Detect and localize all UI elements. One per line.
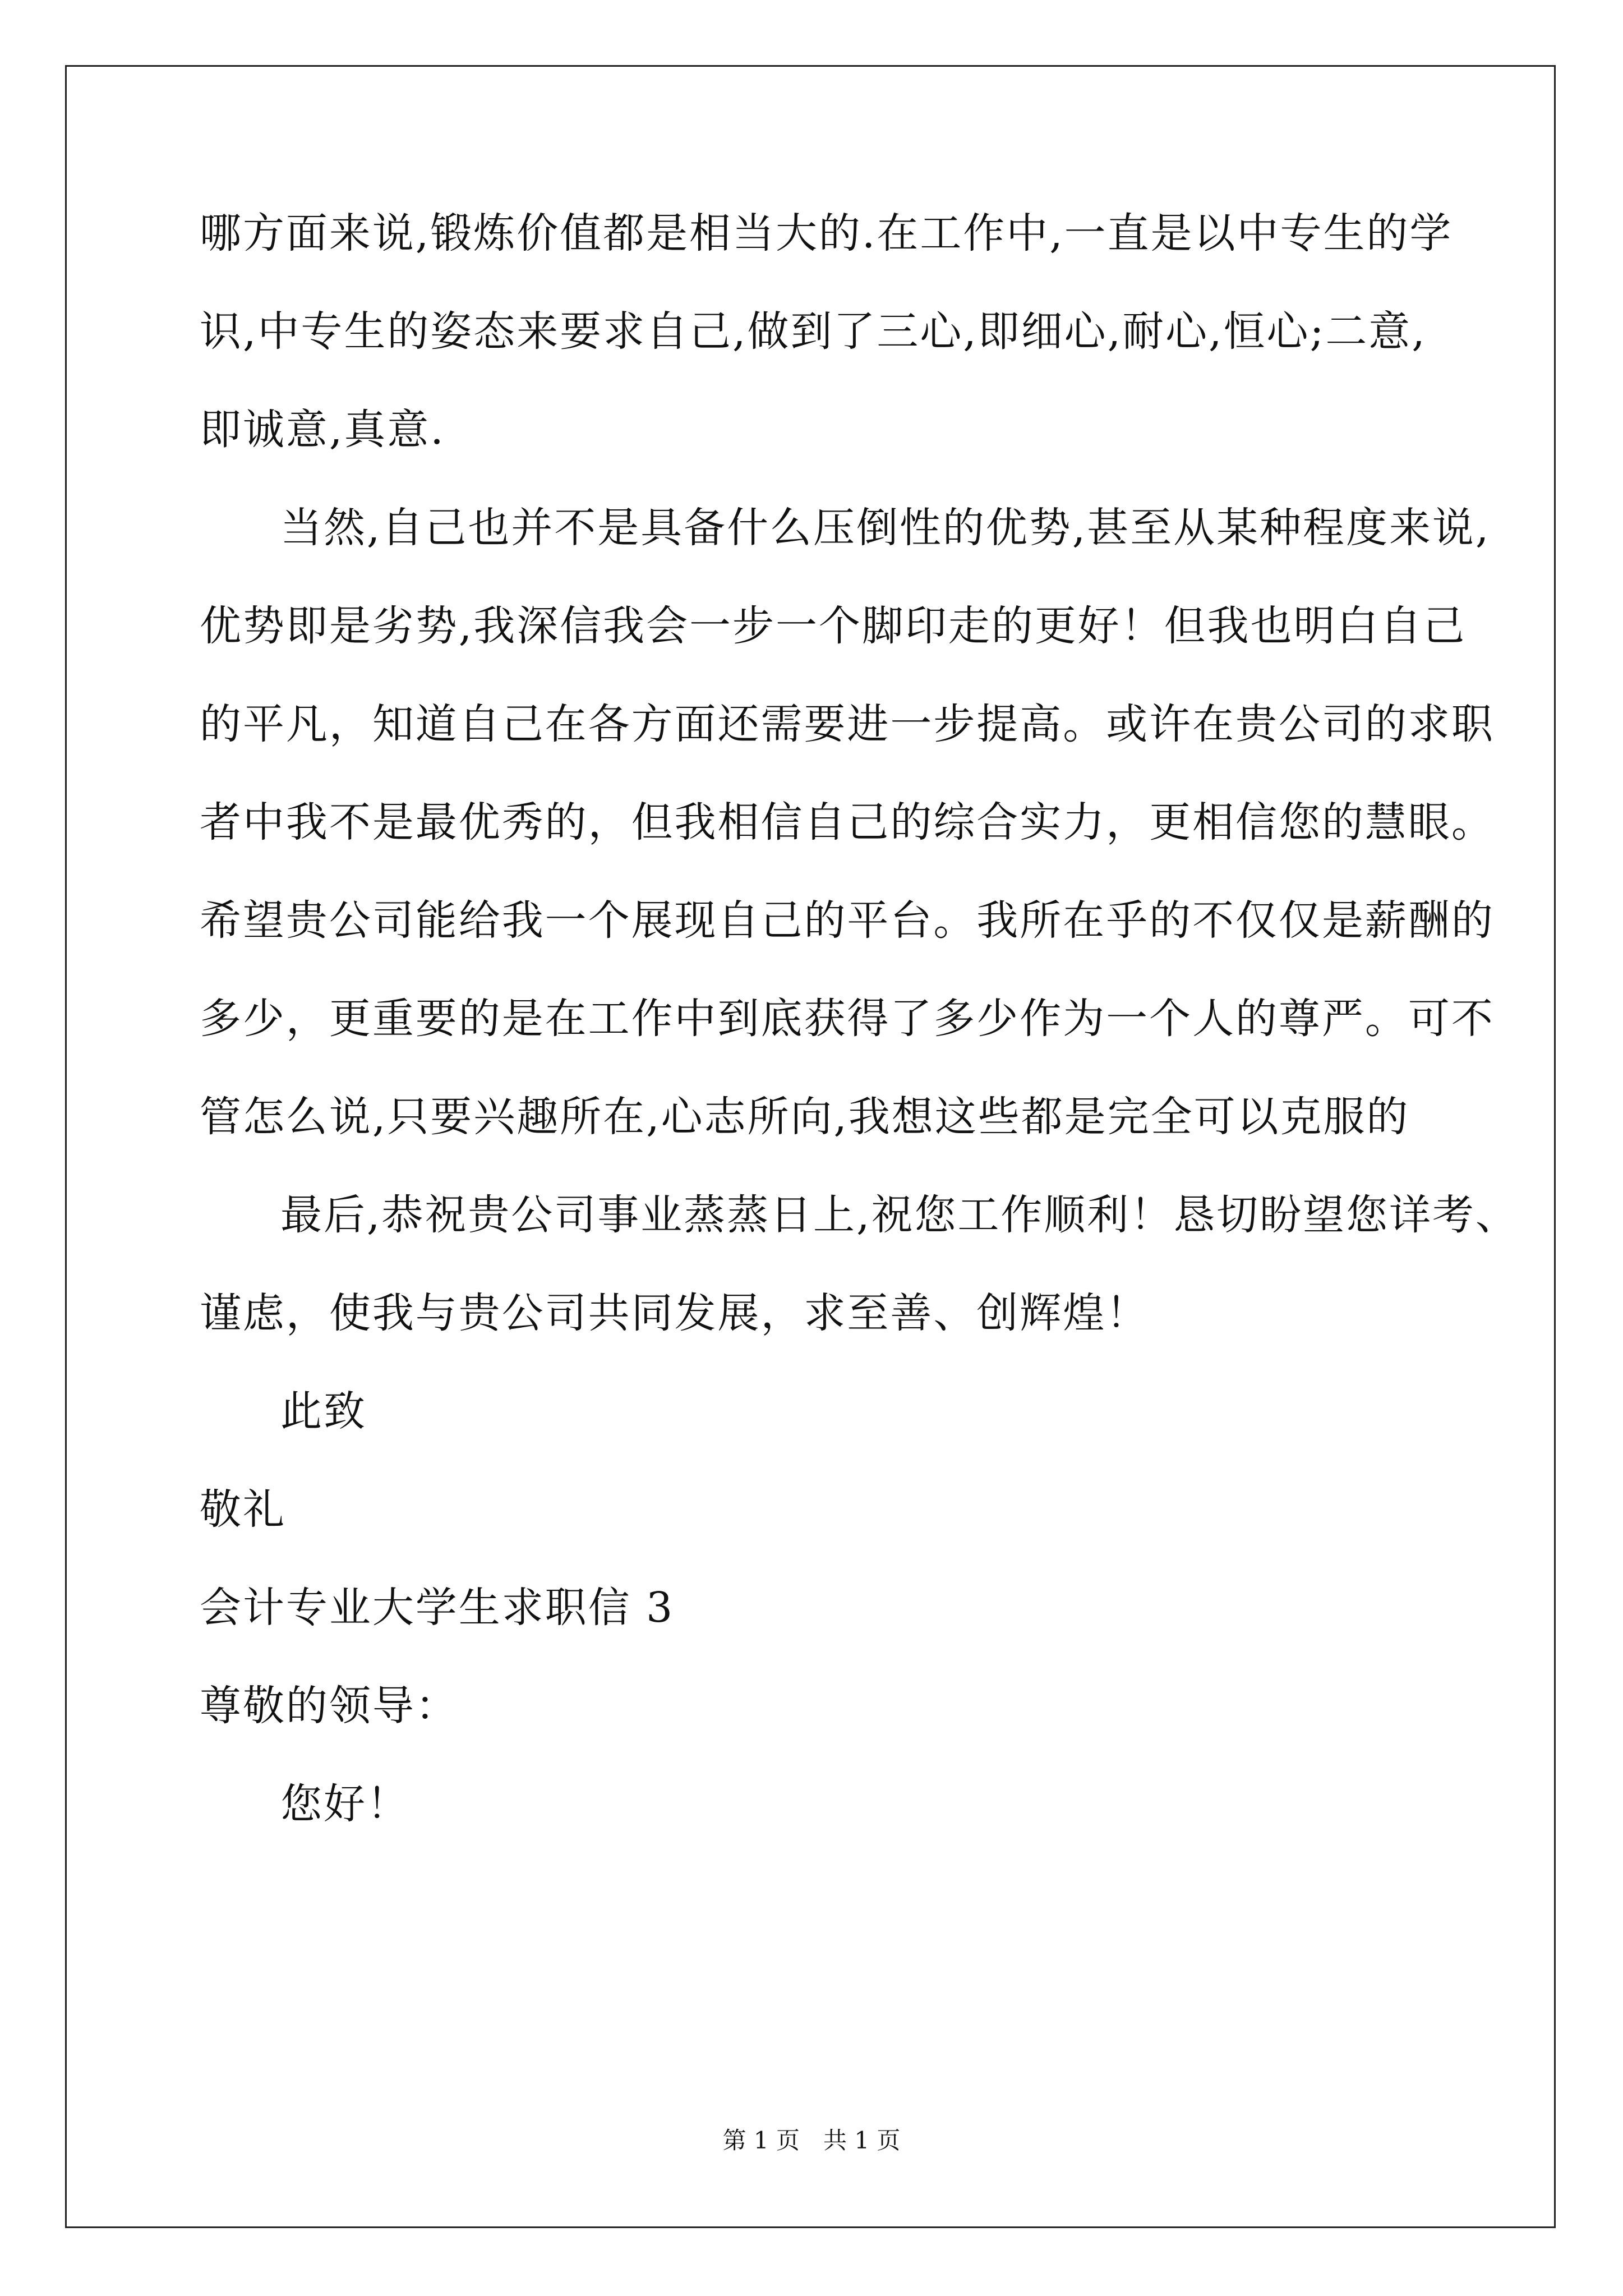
body-line-6: 的平凡，知道自己在各方面还需要进一步提高。或许在贵公司的求职 <box>200 700 1495 748</box>
body-line-12: 谨虑，使我与贵公司共同发展，求至善、创辉煌！ <box>200 1289 1150 1337</box>
body-line-4: 当然,自己也并不是具备什么压倒性的优势,甚至从某种程度来说, <box>280 504 1491 552</box>
body-line-3: 即诚意,真意. <box>200 406 445 454</box>
body-line-2: 识,中专生的姿态来要求自己,做到了三心,即细心,耐心,恒心;二意, <box>200 307 1427 356</box>
letter-heading: 会计专业大学生求职信 3 <box>200 1584 675 1632</box>
greeting-recipient: 尊敬的领导： <box>200 1682 459 1730</box>
closing-regards: 敬礼 <box>200 1485 286 1534</box>
body-line-10: 管怎么说,只要兴趣所在,心志所向,我想这些都是完全可以克服的 <box>200 1093 1410 1141</box>
page-number-footer: 第 1 页 共 1 页 <box>722 2127 901 2154</box>
body-line-8: 希望贵公司能给我一个展现自己的平台。我所在乎的不仅仅是薪酬的 <box>200 896 1495 945</box>
body-line-9: 多少，更重要的是在工作中到底获得了多少作为一个人的尊严。可不 <box>200 995 1495 1043</box>
body-line-7: 者中我不是最优秀的，但我相信自己的综合实力，更相信您的慧眼。 <box>200 798 1495 846</box>
greeting: 您好！ <box>280 1780 410 1828</box>
closing-salutation: 此致 <box>280 1387 367 1435</box>
body-line-5: 优势即是劣势,我深信我会一步一个脚印走的更好！但我也明白自己 <box>200 602 1467 650</box>
body-line-1: 哪方面来说,锻炼价值都是相当大的.在工作中,一直是以中专生的学 <box>200 209 1453 257</box>
body-line-11: 最后,恭祝贵公司事业蒸蒸日上,祝您工作顺利！恳切盼望您详考、 <box>280 1191 1519 1239</box>
page-border <box>65 65 1556 2228</box>
